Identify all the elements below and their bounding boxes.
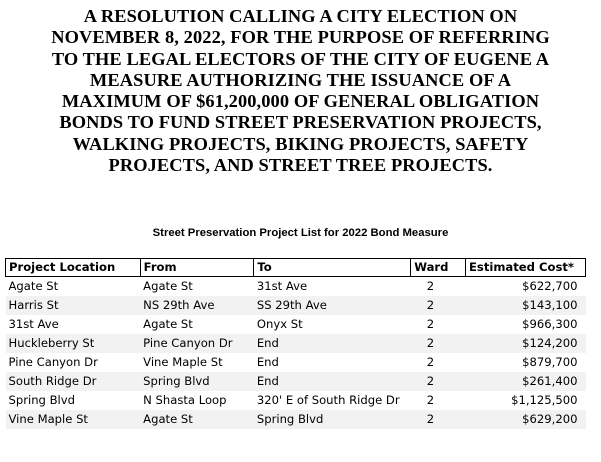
cell-to: SS 29th Ave — [254, 296, 411, 315]
table-row — [6, 353, 586, 372]
cell-location: South Ridge Dr — [6, 372, 141, 391]
cell-from: Vine Maple St — [143, 355, 223, 369]
title-line: NOVEMBER 8, 2022, FOR THE PURPOSE OF REFERRING — [51, 27, 550, 48]
cell-from: Agate St — [143, 279, 193, 293]
cell-location: Pine Canyon Dr — [8, 355, 98, 369]
table-row — [6, 315, 586, 334]
cell-to: 320' E of South Ridge Dr — [256, 393, 400, 407]
cell-ward: 2 — [411, 410, 466, 429]
title-line: MAXIMUM OF $61,200,000 OF GENERAL OBLIGATION — [61, 91, 540, 112]
table-row — [6, 410, 586, 429]
cell-cost: $261,400 — [466, 372, 586, 391]
cell-ward: 2 — [426, 355, 435, 369]
cell-ward: 2 — [411, 334, 466, 353]
cell-ward: 2 — [426, 393, 435, 407]
cell-ward: 2 — [426, 279, 435, 293]
table-row — [6, 277, 586, 297]
header-from: From — [140, 259, 254, 277]
cell-to: End — [256, 355, 279, 369]
cell-cost: $879,700 — [522, 355, 578, 369]
cell-location: Vine Maple St — [6, 410, 141, 429]
cell-location: Agate St — [8, 279, 59, 293]
header-to: To — [254, 259, 411, 277]
cell-from: N Shasta Loop — [143, 393, 227, 407]
table-row — [6, 391, 586, 410]
title-line: PROJECTS, AND STREET TREE PROJECTS. — [108, 155, 493, 176]
table-row — [6, 334, 586, 353]
cell-to: Spring Blvd — [254, 410, 411, 429]
cell-from: Spring Blvd — [140, 372, 254, 391]
resolution-title — [10, 6, 591, 176]
cell-cost: $1,125,500 — [511, 393, 578, 407]
table-header-row — [6, 259, 586, 277]
cell-cost: $622,700 — [522, 279, 578, 293]
header-project-location: Project Location — [6, 259, 141, 277]
cell-ward: 2 — [411, 372, 466, 391]
cell-to: 31st Ave — [256, 279, 308, 293]
cell-ward: 2 — [426, 317, 435, 331]
title-line: BONDS TO FUND STREET PRESERVATION PROJECTS, — [59, 112, 542, 133]
cell-from: Pine Canyon Dr — [140, 334, 254, 353]
cell-to: End — [254, 334, 411, 353]
title-line: WALKING PROJECTS, BIKING PROJECTS, SAFETY — [72, 133, 529, 154]
cell-from: Agate St — [140, 410, 254, 429]
title-line: MEASURE AUTHORIZING THE ISSUANCE OF A — [89, 69, 512, 90]
cell-cost: $143,100 — [466, 296, 586, 315]
cell-to: Onyx St — [256, 317, 303, 331]
cell-location: Harris St — [6, 296, 141, 315]
cell-location: Spring Blvd — [8, 393, 75, 407]
cell-ward: 2 — [411, 296, 466, 315]
cell-cost: $966,300 — [522, 317, 578, 331]
cell-location: Huckleberry St — [6, 334, 141, 353]
table-title: Street Preservation Project List for 2022 Bond Measure — [152, 227, 449, 239]
cell-from: NS 29th Ave — [140, 296, 254, 315]
header-ward: Ward — [411, 259, 466, 277]
title-line: TO THE LEGAL ELECTORS OF THE CITY OF EUGENE A — [51, 48, 550, 69]
cell-location: 31st Ave — [8, 317, 59, 331]
title-line: A RESOLUTION CALLING A CITY ELECTION ON — [83, 6, 518, 26]
cell-cost: $629,200 — [466, 410, 586, 429]
table-row — [6, 296, 586, 315]
cell-cost: $124,200 — [466, 334, 586, 353]
project-table — [5, 258, 586, 429]
table-row — [6, 372, 586, 391]
cell-to: End — [254, 372, 411, 391]
cell-from: Agate St — [143, 317, 193, 331]
header-estimated-cost: Estimated Cost* — [466, 259, 586, 277]
